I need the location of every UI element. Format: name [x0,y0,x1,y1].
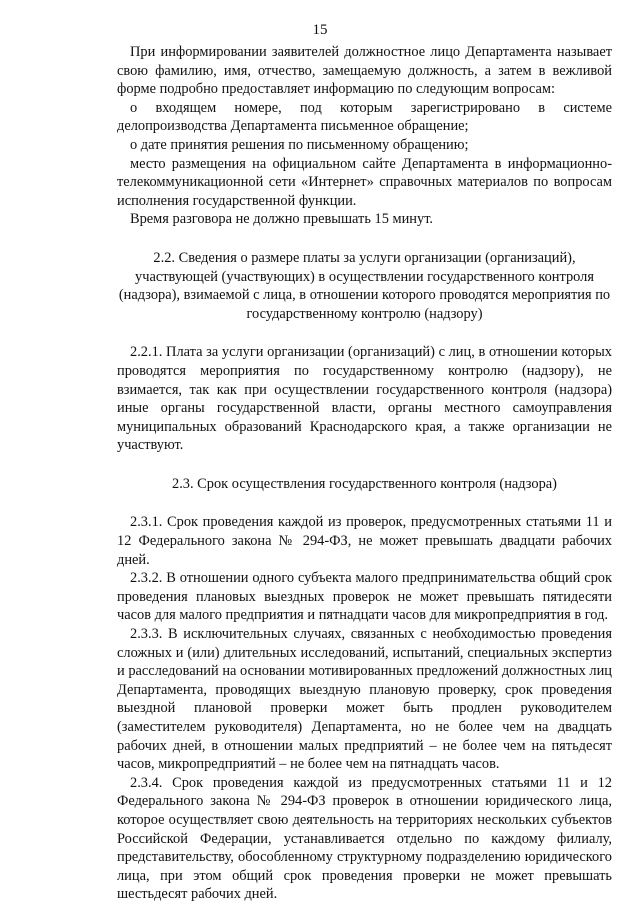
section-2-3-heading: 2.3. Срок осуществления государственного контроля (надзора) [172,475,557,492]
paragraph-2-3-3: 2.3.3. В исключительных случаях, связанных с необходимостью проведения сложных и (или) длительных исследований, испытаний, специальных экспертиз и расследований на основании мотивированных предложений должностных лиц Департамента, проводящих выездную плановую проверку, срок проведения выездной плановой проверки может быть продлен руководителем (заместителем руководителя) Департамента, но не более чем на двадцать рабочих дней, в отношении малых предприятий – не более чем на пятьдесят часов, микропредприятий – не более чем на пятнадцать часов. [117,626,612,773]
paragraph-2-3-2: 2.3.2. В отношении одного субъекта малого предпринимательства общий срок проведения плановых выездных проверок не может превышать пятидесяти часов для малого предприятия и пятнадцати часов для микропредприятия в год. [117,570,612,624]
intro-list-item-incoming-number: о входящем номере, под которым зарегистрировано в системе делопроизводства Департамента письменное обращение; [117,99,612,135]
section-2-2-heading: 2.2. Сведения о размере платы за услуги организации (организаций), участвующей (участвующих) в осуществлении государственного контроля (надзора), взимаемой с лица, в отношении которого проводятся мероприятия по государственному контролю (надзору) [118,249,611,322]
intro-call-duration: Время разговора не должно превышать 15 минут. [130,211,434,228]
document-body [117,43,612,904]
paragraph-2-3-4: 2.3.4. Срок проведения каждой из предусмотренных статьями 11 и 12 Федерального закона № 294-ФЗ проверок в отношении юридического лица, которое осуществляет свою деятельность на территориях нескольких субъектов Российской Федерации, устанавливается отдельно по каждому филиалу, представительству, обособленному структурному подразделению юридического лица, при этом общий срок проведения проверки не может превышать шестьдесят рабочих дней. [117,774,612,903]
intro-list-item-website: место размещения на официальном сайте Департамента в информационно-телекоммуникационной сети «Интернет» справочных материалов по вопросам исполнения государственной функции. [117,155,612,209]
intro-paragraph: При информировании заявителей должностное лицо Департамента называет свою фамилию, имя, отчество, замещаемую должность, а затем в вежливой форме подробно предоставляет информацию по следующим вопросам: [117,44,612,98]
page-number: 15 [312,22,328,38]
paragraph-2-2-1: 2.2.1. Плата за услуги организации (организаций) с лиц, в отношении которых проводятся мероприятия по государственному контролю (надзору), не взимается, так как при осуществлении государственного контроля (надзора) иные органы государственной власти, органы местного самоуправления муниципальных образований Краснодарского края, а также организации не участвуют. [117,344,612,454]
intro-list-item-decision-date: о дате принятия решения по письменному обращению; [130,136,469,153]
paragraph-2-3-1: 2.3.1. Срок проведения каждой из проверок, предусмотренных статьями 11 и 12 Федерального закона № 294-ФЗ, не может превышать двадцати рабочих дней. [117,514,612,568]
